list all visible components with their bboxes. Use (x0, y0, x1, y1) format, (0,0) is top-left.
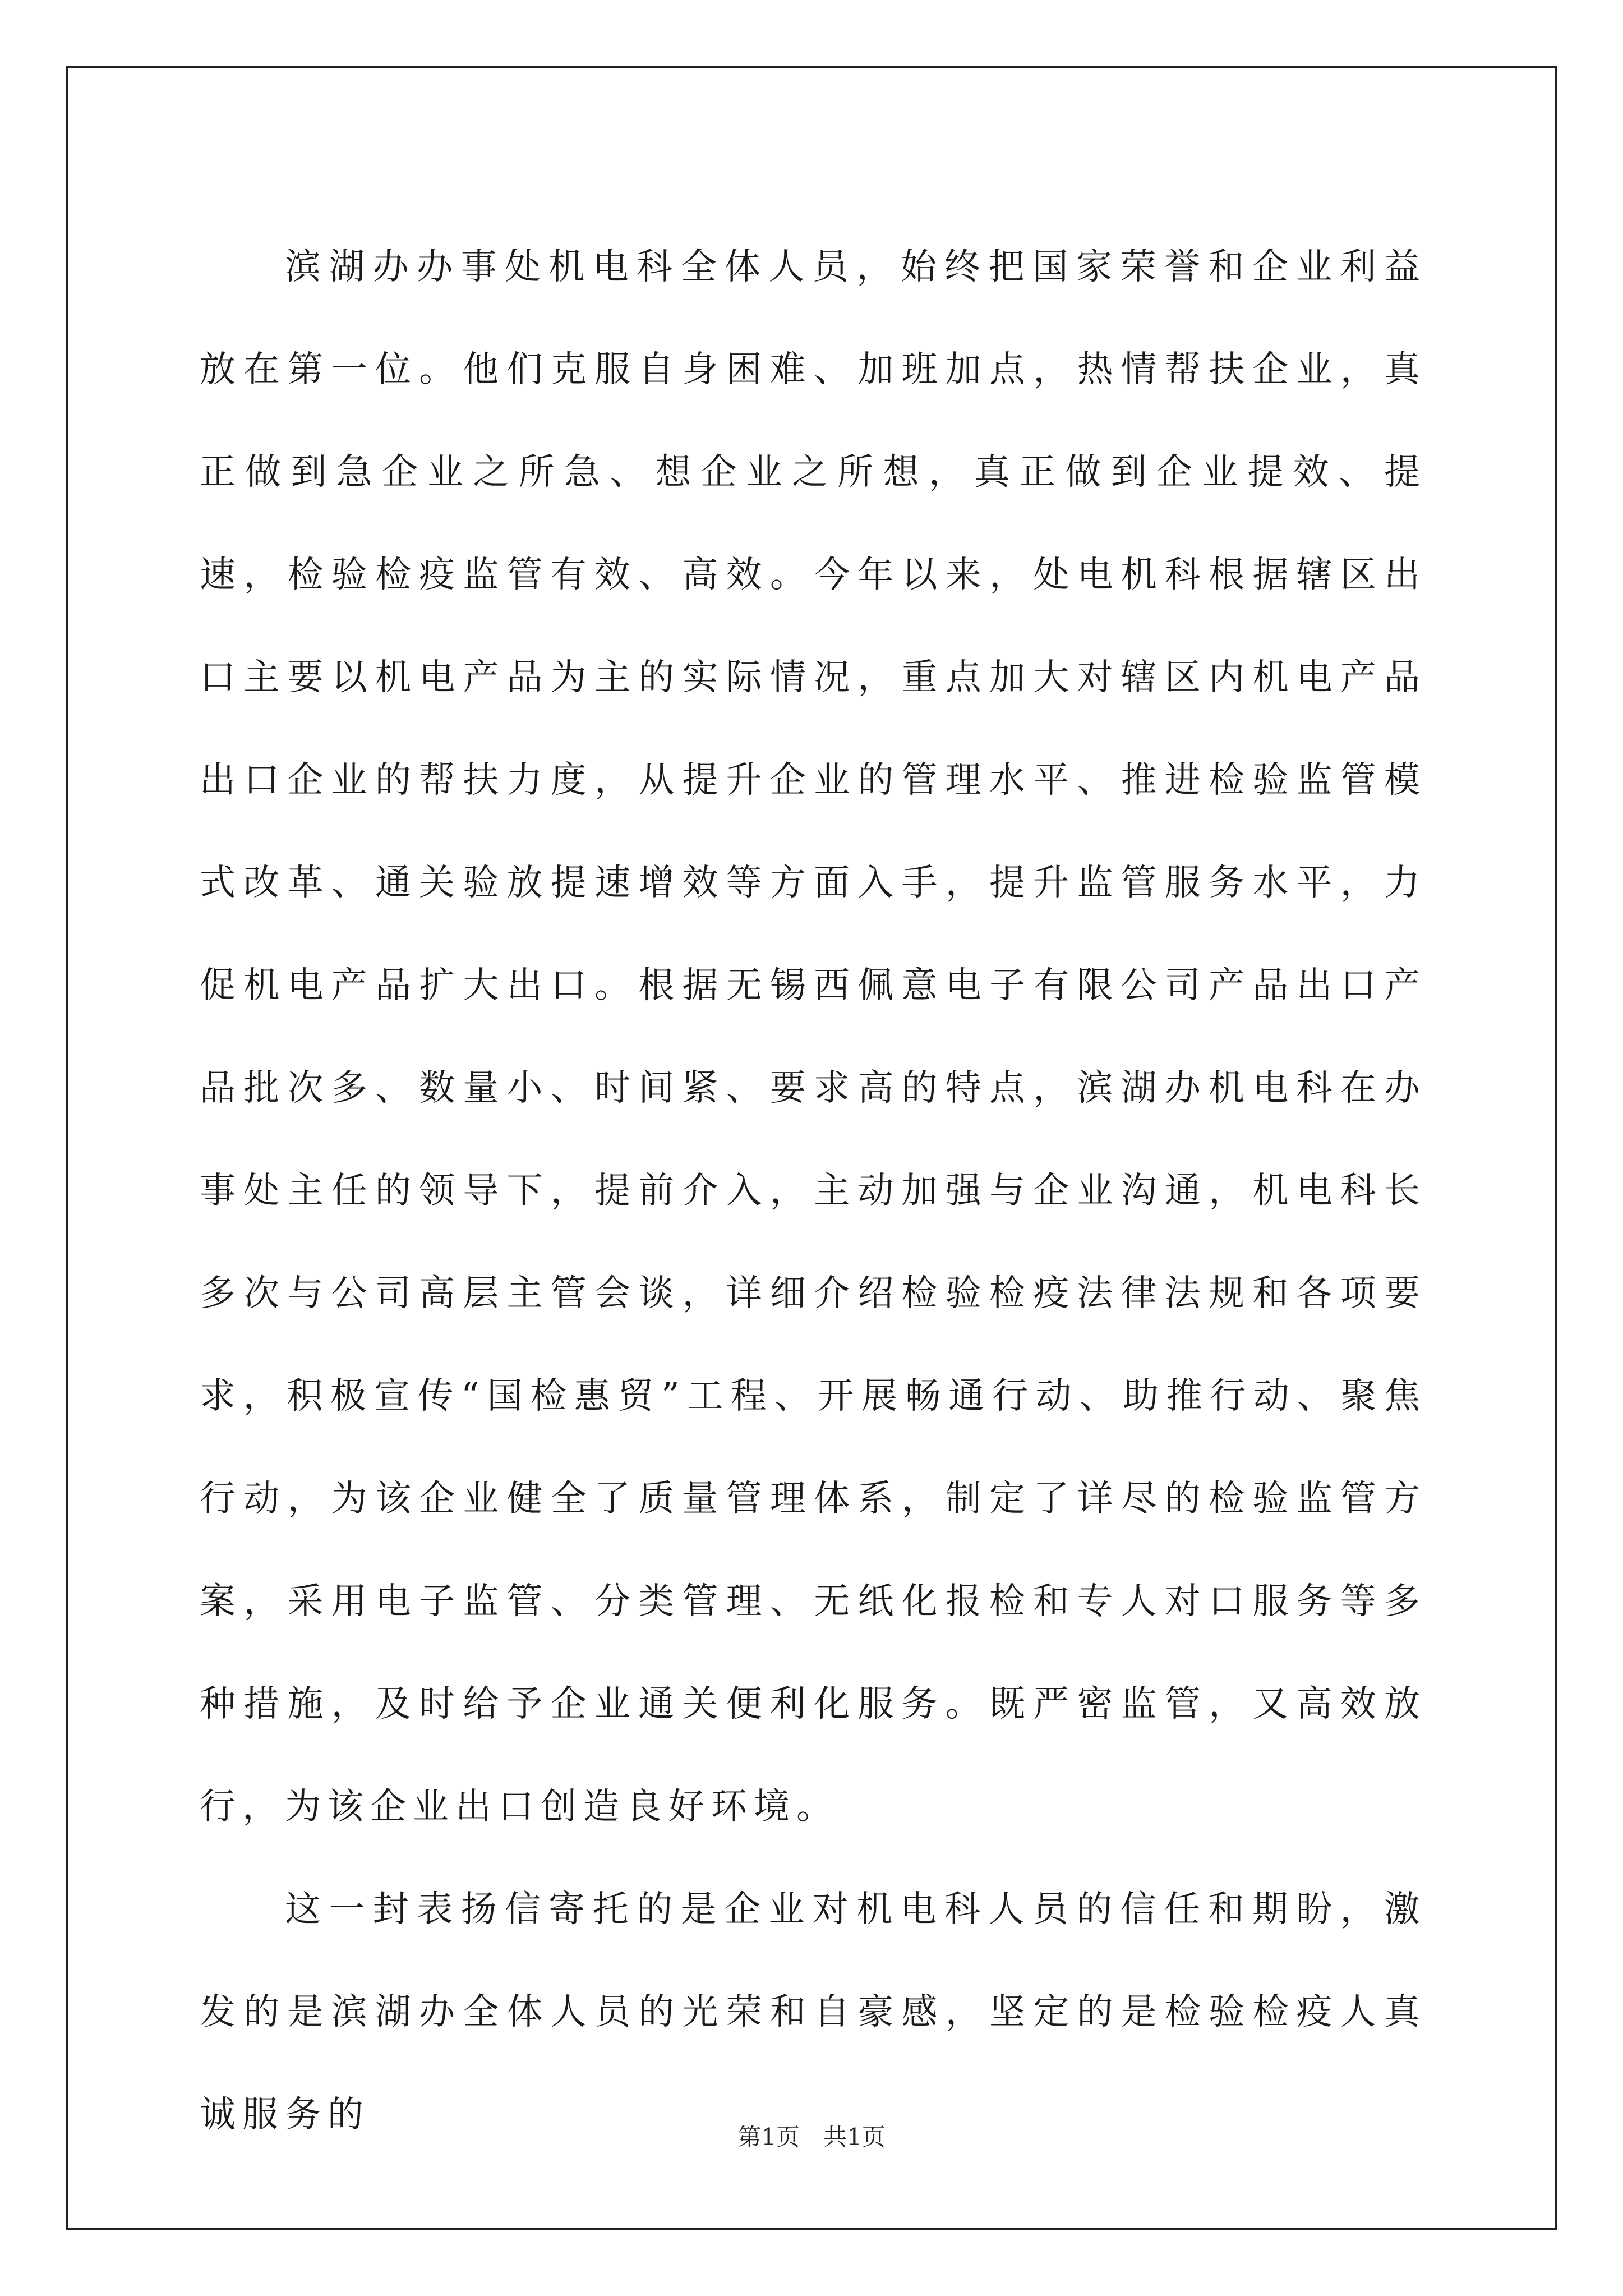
text-line: 是滨湖办全体人员的光荣和自豪感，坚定的是检验检疫人真诚服务的 (200, 1991, 1427, 2136)
text-line: 滨湖办办事处机电科全体人员，始终把国家荣誉和企业利益放在 (200, 246, 1427, 390)
text-line: 提升企业的管理水平、推进检验监管模式改革、通关验放提速增效等 (200, 760, 1427, 904)
paragraph-1 (200, 216, 1427, 1858)
text-line: 验监管方案，采用电子监管、分类管理、无纸化报检和专人对口服务 (200, 1478, 1427, 1622)
document-body (200, 216, 1427, 2166)
text-line: 企业之所急、想企业之所想，真正做到企业提效、提速，检验检疫监 (200, 452, 1427, 596)
text-line: 律法规和各项要求，积极宣传“国检惠贸”工程、开展畅通行动、助 (200, 1273, 1427, 1417)
text-line: 方面入手，提升监管服务水平，力促机电产品扩大出口。根据无锡西 (200, 862, 1427, 1006)
text-line: 第一位。他们克服自身困难、加班加点，热情帮扶企业，真正做到急 (200, 349, 1427, 493)
text-line: 等多种措施，及时给予企业通关便利化服务。既严密监管，又高效放 (200, 1581, 1427, 1725)
page-footer (0, 2122, 1623, 2153)
text-line: 推行动、聚焦行动，为该企业健全了质量管理体系，制定了详尽的检 (200, 1375, 1427, 1520)
text-line: 主的实际情况，重点加大对辖区内机电产品出口企业的帮扶力度，从 (200, 657, 1427, 801)
paragraph-2 (200, 1858, 1427, 2166)
text-line: 特点，滨湖办机电科在办事处主任的领导下，提前介入，主动加强与 (200, 1068, 1427, 1212)
text-line: 佩意电子有限公司产品出口产品批次多、数量小、时间紧、要求高的 (200, 965, 1427, 1109)
text-line: 行，为该企业出口创造良好环境。 (200, 1786, 839, 1828)
text-line: 这一封表扬信寄托的是企业对机电科人员的信任和期盼，激发的 (200, 1889, 1427, 2033)
text-line: 企业沟通，机电科长多次与公司高层主管会谈，详细介绍检验检疫法 (200, 1170, 1427, 1314)
text-line: 管有效、高效。今年以来，处电机科根据辖区出口主要以机电产品为 (200, 554, 1427, 698)
page-number: 第1页 共1页 (737, 2123, 886, 2151)
